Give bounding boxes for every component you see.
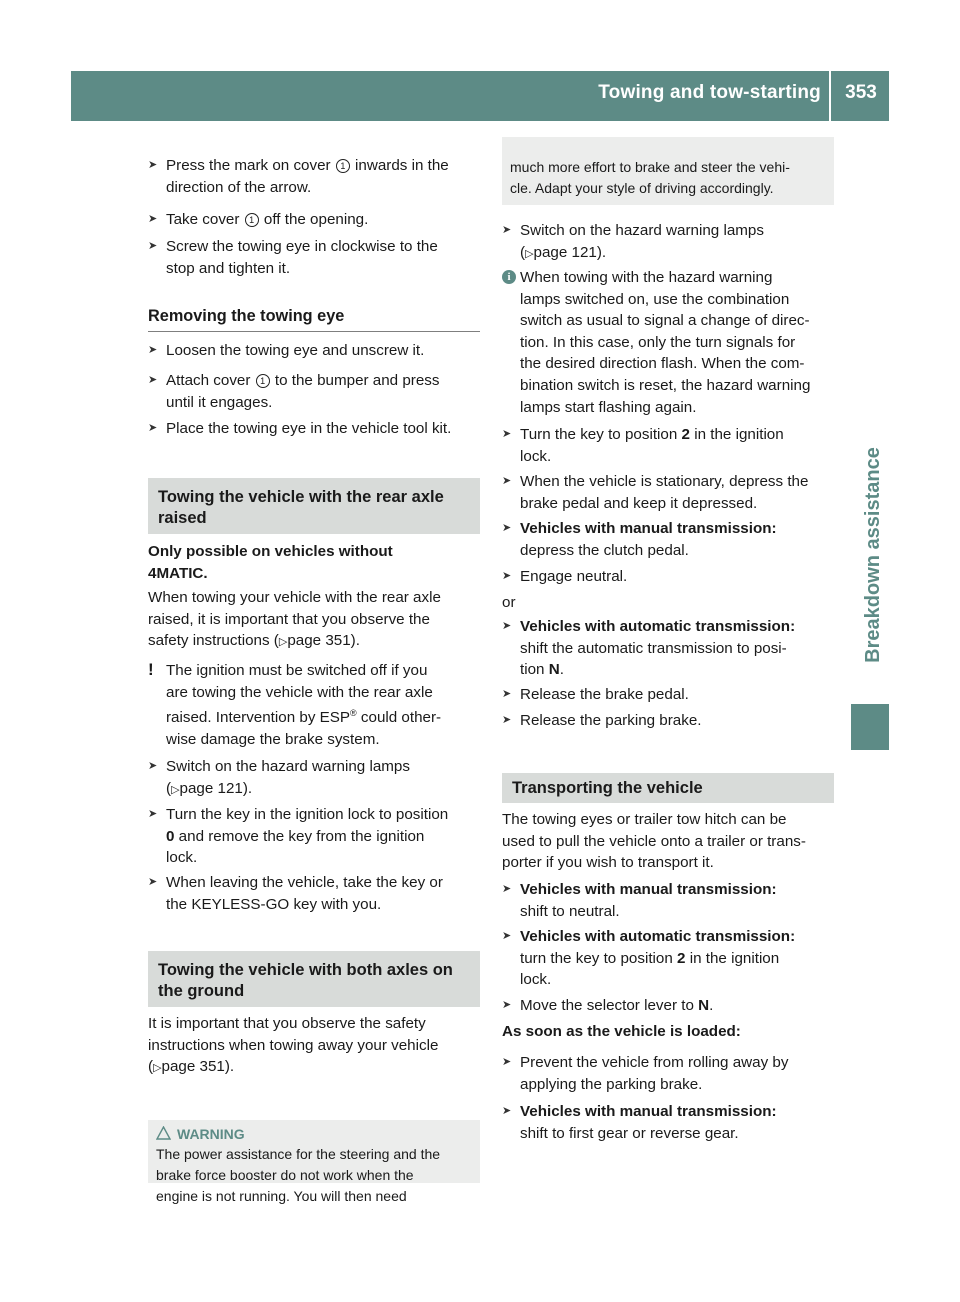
side-tab-label: Breakdown assistance <box>862 447 885 663</box>
arrow-icon: ➤ <box>502 883 512 895</box>
arrow-icon: ➤ <box>502 999 512 1011</box>
paragraph-both-axles: It is important that you observe the safety instructions when towing away your vehicle (▷page 351). <box>148 1015 439 1076</box>
note-ignition: ! The ignition must be switched off if you are towing the vehicle with the rear axle raised. Intervention by ESP® could other- wise damage the brake system. <box>148 660 442 748</box>
callout-1-icon: 1 <box>245 213 259 227</box>
side-tab-marker <box>851 704 889 750</box>
step-manual-clutch: ➤ Vehicles with manual transmission: depress the clutch pedal. <box>502 520 777 559</box>
step-place-eye: ➤ Place the towing eye in the vehicle tool kit. <box>148 418 480 440</box>
step-transport-automatic: ➤ Vehicles with automatic transmission: turn the key to position 2 in the ignition lock. <box>502 928 796 989</box>
arrow-icon: ➤ <box>148 876 158 888</box>
step-release-brake: ➤ Release the brake pedal. <box>502 684 834 706</box>
arrow-icon: ➤ <box>502 428 512 440</box>
paragraph-rear-axle: When towing your vehicle with the rear axle raised, it is important that you observe the safety instructions (▷page 351). <box>148 589 441 650</box>
page-ref-icon: ▷ <box>171 783 180 796</box>
step-hazard-lamps: ➤ Switch on the hazard warning lamps (▷page 121). <box>148 758 410 797</box>
page-ref-icon: ▷ <box>153 1062 162 1075</box>
warning-content <box>156 1124 480 1146</box>
section-rear-axle-raised: Towing the vehicle with the rear axle raised <box>148 478 480 534</box>
paragraph-transporting: The towing eyes or trailer tow hitch can be used to pull the vehicle onto a trailer or trans- porter if you wish to transport it. <box>502 811 806 872</box>
step-take-key: ➤ When leaving the vehicle, take the key or the KEYLESS-GO key with you. <box>148 874 443 913</box>
callout-1-icon: 1 <box>336 159 350 173</box>
step-release-parking: ➤ Release the parking brake. <box>502 710 834 732</box>
arrow-icon: ➤ <box>148 374 158 386</box>
only-possible-note: Only possible on vehicles without 4MATIC. <box>148 543 393 582</box>
page-number: 353 <box>845 82 877 103</box>
page-title: Towing and tow-starting <box>598 82 821 103</box>
warning-title: WARNING <box>177 1126 245 1142</box>
arrow-icon: ➤ <box>502 475 512 487</box>
arrow-icon: ➤ <box>502 1056 512 1068</box>
arrow-icon: ➤ <box>148 344 158 356</box>
as-soon-as-loaded: As soon as the vehicle is loaded: <box>502 1023 741 1040</box>
heading-rule <box>148 331 480 332</box>
arrow-icon: ➤ <box>148 760 158 772</box>
arrow-icon: ➤ <box>502 930 512 942</box>
arrow-icon: ➤ <box>502 522 512 534</box>
arrow-icon: ➤ <box>148 240 158 252</box>
warning-triangle-icon <box>156 1126 171 1140</box>
arrow-icon: ➤ <box>502 224 512 236</box>
arrow-icon: ➤ <box>148 159 158 171</box>
arrow-icon: ➤ <box>502 570 512 582</box>
warning-text: The power assistance for the steering and the brake force booster do not work when the engine is not running. You will then need <box>156 1146 441 1204</box>
warning-continued-text: much more effort to brake and steer the vehi- cle. Adapt your style of driving accordingly. <box>510 159 790 196</box>
arrow-icon: ➤ <box>502 1105 512 1117</box>
step-turn-key-0: ➤ Turn the key in the ignition lock to position 0 and remove the key from the ignition lock. <box>148 806 449 867</box>
step-automatic-n: ➤ Vehicles with automatic transmission: shift the automatic transmission to posi- tion N. <box>502 618 796 679</box>
arrow-icon: ➤ <box>148 808 158 820</box>
arrow-icon: ➤ <box>502 714 512 726</box>
heading-removing-eye: Removing the towing eye <box>148 307 345 325</box>
section-both-axles: Towing the vehicle with both axles on the ground <box>148 951 480 1007</box>
arrow-icon: ➤ <box>502 620 512 632</box>
step-loosen: ➤ Loosen the towing eye and unscrew it. <box>148 340 480 362</box>
arrow-icon: ➤ <box>148 213 158 225</box>
side-tab <box>844 400 904 710</box>
page-ref-icon: ▷ <box>278 636 288 649</box>
step-engage-neutral: ➤ Engage neutral. <box>502 566 834 588</box>
info-hazard-warning: i When towing with the hazard warning lamps switched on, use the combination switch as usual to signal a change of direc- tion. In this case, only the turn signals for the desired direction flash. When the com- bination switch is reset, the hazard warning lamps start flashing again. <box>502 267 834 418</box>
section-transporting: Transporting the vehicle <box>502 773 834 803</box>
step-screw-eye: ➤ Screw the towing eye in clockwise to the stop and tighten it. <box>148 238 438 277</box>
step-depress-brake: ➤ When the vehicle is stationary, depress the brake pedal and keep it depressed. <box>502 473 809 512</box>
arrow-icon: ➤ <box>148 422 158 434</box>
step-hazard-lamps-right: ➤ Switch on the hazard warning lamps (▷page 121). <box>502 222 764 261</box>
step-move-selector: ➤ Move the selector lever to N. <box>502 995 834 1017</box>
step-press-cover: ➤ Press the mark on cover 1 inwards in the direction of the arrow. <box>148 157 449 196</box>
step-attach-cover: ➤ Attach cover 1 to the bumper and press until it engages. <box>148 372 440 411</box>
callout-1-icon: 1 <box>256 374 270 388</box>
step-turn-key-2: ➤ Turn the key to position 2 in the ignition lock. <box>502 426 784 465</box>
step-prevent-rolling: ➤ Prevent the vehicle from rolling away by applying the parking brake. <box>502 1054 789 1093</box>
or-label: or <box>502 594 516 611</box>
header-divider <box>829 71 831 121</box>
page-ref-icon: ▷ <box>525 247 534 260</box>
step-first-gear: ➤ Vehicles with manual transmission: shift to first gear or reverse gear. <box>502 1103 777 1142</box>
step-transport-manual: ➤ Vehicles with manual transmission: shift to neutral. <box>502 881 777 920</box>
step-take-cover: ➤ Take cover 1 off the opening. <box>148 209 480 231</box>
info-icon: i <box>502 270 516 284</box>
exclamation-icon: ! <box>148 660 154 679</box>
arrow-icon: ➤ <box>502 688 512 700</box>
